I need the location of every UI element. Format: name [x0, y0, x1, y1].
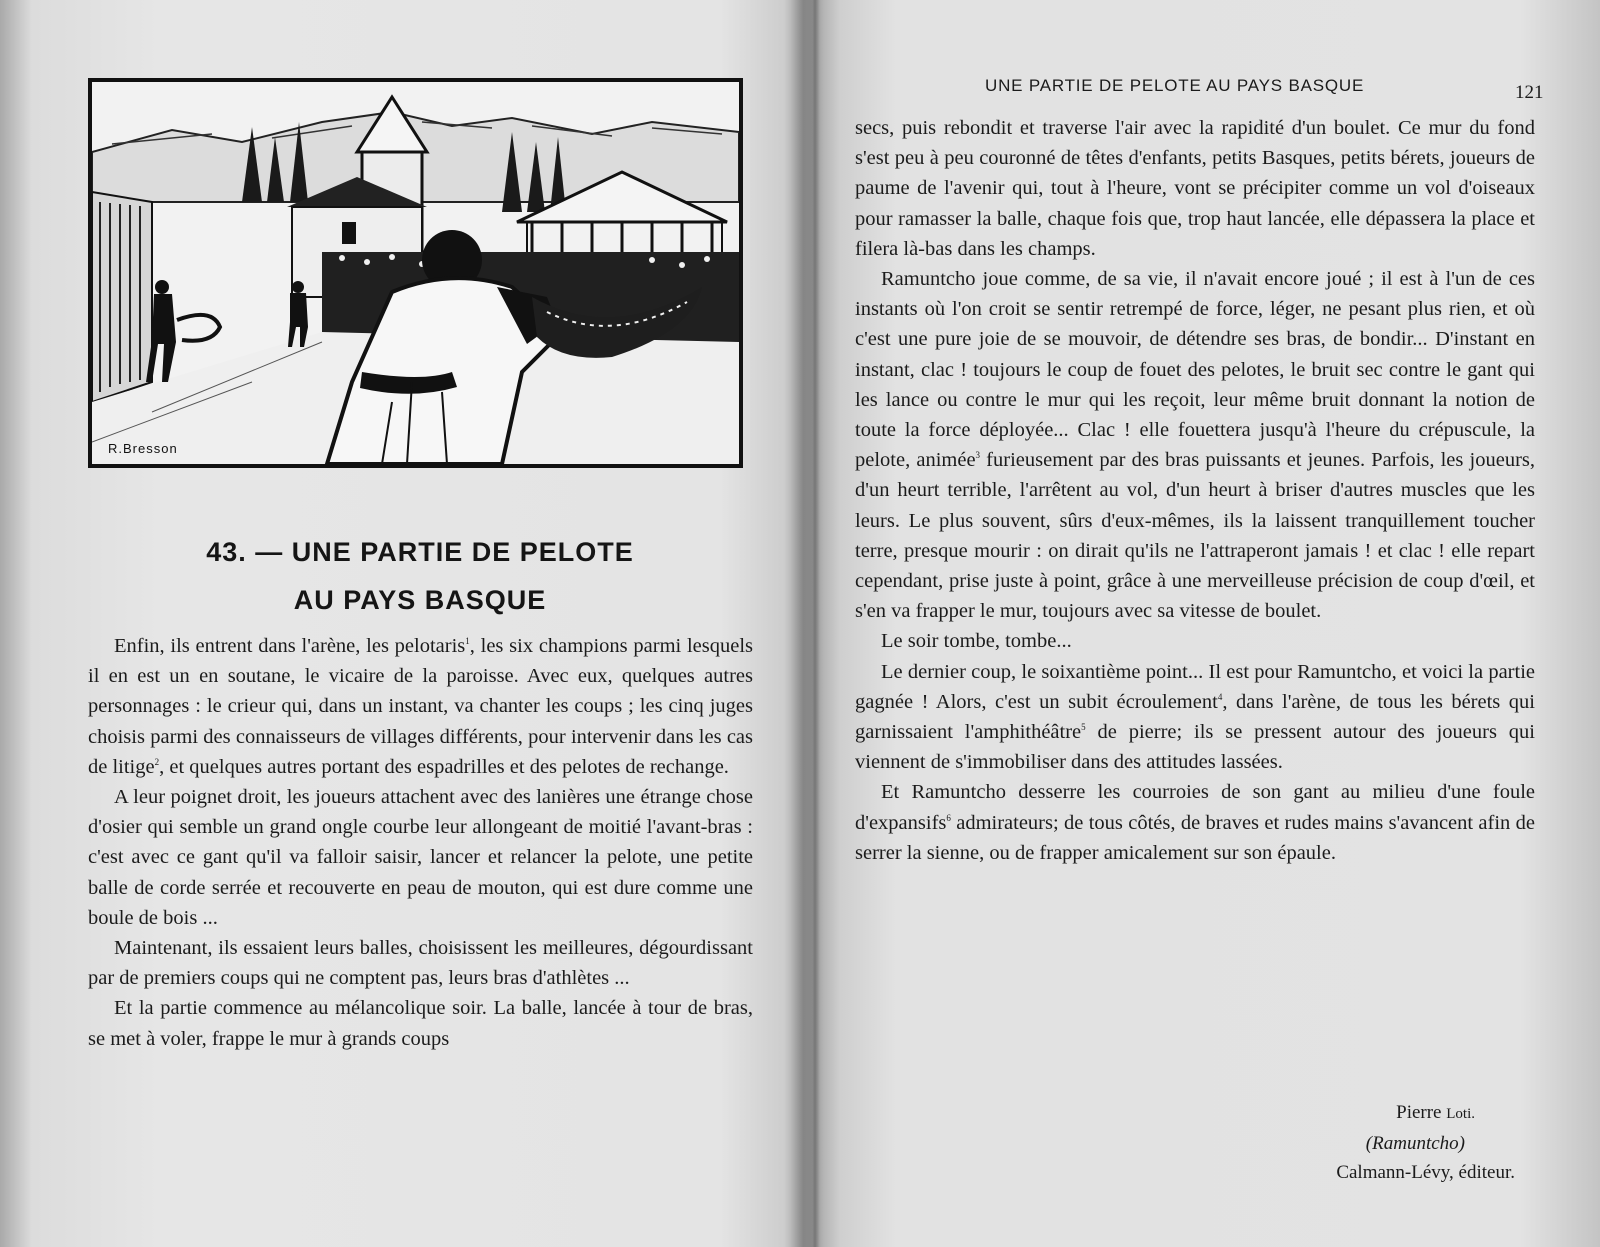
- paragraph-continuation: secs, puis rebondit et traverse l'air avec la rapidité d'un boulet. Ce mur du fond s'est peu à peu couronné de têtes d'enfants, petits Basques, petits bérets, joueurs de paume de l'avenir qui, tout à l'heure, vont se précipiter comme un vol d'oiseaux pour ramasser la balle, chaque fois que, trop haut lancée, elle dépassera la place et filera là-bas dans les champs.: [855, 117, 1535, 260]
- paragraph: Enfin, ils entrent dans l'arène, les pelotaris$^1$, les six champions parmi lesquels il en est un en soutane, le vicaire de la paroisse. Avec eux, quelques autres personnages : le crieur qui, dans un instant, va chanter les coups ; les cinq juges choisis parmi des connaisseurs de villages différents, pour intervenir dans les cas de litige$^2$, et quelques autres portant des espadrilles et des pelotes de rechange.: [88, 635, 753, 778]
- paragraph: Et Ramuntcho desserre les courroies de son gant au milieu d'une foule d'expansifs$^6$ admirateurs; de tous côtés, de braves et rudes mains s'avancent afin de serrer la sienne, ou de frapper amicalement sur son épaule.: [855, 781, 1535, 864]
- footnote-marker: 3: [975, 450, 981, 461]
- publisher: Calmann-Lévy, éditeur.: [1336, 1162, 1515, 1183]
- paragraph: A leur poignet droit, les joueurs attachent avec des lanières une étrange chose d'osier qui semble un grand ongle courbe leur allongeant de moitié l'avant-bras : c'est avec ce gant qu'il va falloir saisir, lancer et relancer la pelote, une petite balle de corde serrée et recouverte en peau de mouton, qui est dure comme une boule de bois ...: [88, 786, 753, 929]
- paragraph: Maintenant, ils essaient leurs balles, choisissent les meilleures, dégourdissant par de premiers coups qui ne comptent pas, leurs bras d'athlètes ...: [88, 937, 753, 990]
- woodcut-illustration: [88, 78, 743, 468]
- attribution: [1336, 1098, 1515, 1187]
- running-head: UNE PARTIE DE PELOTE AU PAYS BASQUE: [985, 76, 1365, 95]
- right-body-text: [855, 113, 1535, 868]
- footnote-marker: 5: [1081, 722, 1086, 733]
- paragraph: Ramuntcho joue comme, de sa vie, il n'avait encore joué ; il est à l'un de ces instants où l'on croit se sentir retrempé de force, léger, ne pesant plus rien, et où c'est une pure joie de se mouvoir, de détendre ses bras, de bondir... D'instant en instant, clac ! toujours le coup de fouet des pelotes, le bruit sec contre le gant qui les lance ou contre le mur qui les reçoit, leur même bruit donnant la notion de toute la force déployée... Clac ! elle fouettera jusqu'à l'heure du crépuscule, la pelote, animée$^3$ furieusement par des bras puissants et jeunes. Parfois, les joueurs, d'un heurt terrible, l'arrêtent au vol, d'un heurt à briser d'autres muscles que les leurs. Le plus souvent, sûrs d'eux-mêmes, ils la laissent tranquillement toucher terre, presque mourir : on dirait qu'ils ne l'attraperont jamais ! et clac ! elle repart cependant, prise juste à point, grâce à une merveilleuse précision de coup d'œil, et s'en va frapper le mur, toujours avec sa vitesse de boulet.: [855, 268, 1535, 623]
- illustrator-signature: R.Bresson: [108, 441, 178, 456]
- footnote-marker: 1: [465, 636, 470, 647]
- paragraph: Et la partie commence au mélancolique soir. La balle, lancée à tour de bras, se met à voler, frappe le mur à grands coups: [88, 997, 753, 1050]
- work-title: (Ramuntcho): [1365, 1133, 1465, 1154]
- chapter-title-line-2: AU PAYS BASQUE: [293, 585, 547, 616]
- chapter-title-line-1: 43. — UNE PARTIE DE PELOTE: [206, 537, 634, 568]
- page-number: 121: [1515, 82, 1544, 103]
- paragraph: Le dernier coup, le soixantième point... Il est pour Ramuntcho, et voici la partie gagnée ! Alors, c'est un subit écroulement$^4$, dans l'arène, de tous les bérets qui garnissaient l'amphithéâtre$^5$ de pierre; ils se pressent autour des joueurs qui viennent de s'immobiliser dans des attitudes lassées.: [855, 660, 1535, 774]
- footnote-marker: 6: [946, 812, 951, 823]
- author-name: Pierre Loti.: [1396, 1102, 1475, 1123]
- paragraph: Le soir tombe, tombe...: [881, 630, 1072, 653]
- footnote-marker: 4: [1217, 692, 1223, 703]
- pelota-scene-drawing: [92, 82, 739, 464]
- right-page: [815, 0, 1600, 1247]
- footnote-marker: 2: [154, 756, 160, 767]
- left-body-text: [88, 631, 753, 1054]
- chapter-title: [150, 528, 690, 624]
